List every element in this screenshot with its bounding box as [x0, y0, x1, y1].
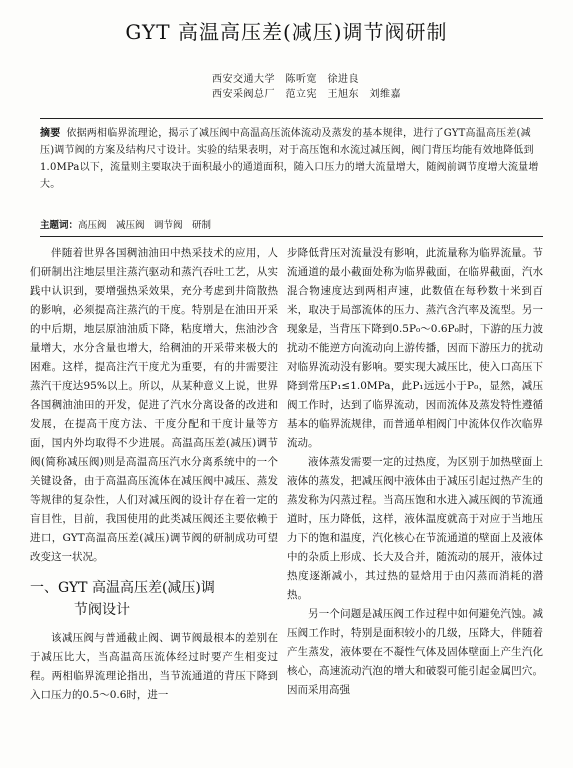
keywords-label: 主题词： — [40, 220, 79, 231]
paragraph: 伴随着世界各国稠油油田中热采技术的应用，人们研制出注地层里注蒸汽驱动和蒸汽吞吐工艺，从实践中认识到，要增强热采效果，充分考虑到井筒散热的影响，必须提高注蒸汽的干度。特别是在油田开采的中后期，地层原油油质下降，粘度增大，焦油沙含量增大，水分含量也增大，给稠油的开采带来极大的困难。这样，提高注汽干度尤为重要，有的井需要注蒸汽干度达95%以上。所以，从某种意义上说，世界各国稠油油田的开发，促进了汽水分离设备的改进和发展，在提高干度方法、干度分配和干度计量等方面，国内外均取得不少进展。高温高压差(减压)调节阀(简称减压阀)则是高温高压汽水分离系统中的一个关键设备，由于高温高压流体在减压阀中减压、蒸发等规律的复杂性，人们对减压阀的设计存在着一定的盲目性，目前，我国使用的此类减压阀还主要依赖于进口，GYT高温高压差(减压)调节阀的研制成功可望改变这一状况。 — [30, 247, 278, 563]
paragraph: 另一个问题是减压阀工作过程中如何避免汽蚀。减压阀工作时，特别是面积较小的几级，压降大，伴随着产生蒸发，液体要在不凝性气体及固体壁面上产生汽化核心，高速流动汽泡的增大和破裂可能引起金属凹穴。因而采用高强 — [287, 608, 543, 696]
paragraph: 步降低背压对流量没有影响，此流量称为临界流量。节流通道的最小截面处称为临界截面，在临界截面，汽水混合物速度达到两相声速，此数值在每秒数十米到百米，取决于局部流体的压力、蒸汽含汽率及流型。另一现象是，当背压下降到0.5P₀～0.6P₀时，下游的压力波扰动不能逆方向流动向上游传播，因而下游压力的扰动对临界流动没有影响。要实现大减压比，使入口高压下降到常压P₁≤1.0MPa，此P₁远远小于P₀，显然，减压阀工作时，达到了临界流动，因而流体及蒸发特性遵循基本的临界流规律，而普通单相阀门中流体仅作次临界流动。 — [287, 247, 543, 449]
author-line-2: 西安采阀总厂 范立宪 王旭东 刘维嘉 — [212, 89, 401, 100]
section-heading — [30, 577, 278, 621]
abstract-label: 摘要 — [40, 128, 61, 139]
paper-title: GYT 高温高压差(减压)调节阀研制 — [125, 20, 448, 44]
paragraph: 液体蒸发需要一定的过热度，为区别于加热壁面上液体的蒸发，把减压阀中液体由于减压引起过热产生的蒸发称为闪蒸过程。当高压饱和水进入减压阀的节流通道时，压力降低，这样，液体温度就高于对应于当地压力下的饱和温度，汽化核心在节流通道的壁面上及液体中的杂质上形成、长大及合并，随流动的展开，液体过热度逐渐减小，其过热的显焓用于由闪蒸而消耗的潜热。 — [287, 456, 543, 601]
section-number: 一、 — [30, 580, 58, 596]
abstract-text: 依据两相临界流理论，揭示了减压阀中高温高压流体流动及蒸发的基本规律，进行了GYT高温高压差(减压)调节阀的方案及结构尺寸设计。实验的结果表明，对于高压饱和水流过减压阀，阀门背压均能有效地降低到1.0MPa以下，流量则主要取决于面积最小的通道面积，随入口压力的增大流量增大，随阀前调节度增大流量增大。 — [40, 128, 539, 190]
bottom-divider — [40, 236, 543, 237]
section-title-line-2: 节阀设计 — [74, 602, 130, 618]
author-block — [212, 72, 401, 102]
abstract — [40, 125, 540, 193]
keywords — [40, 217, 211, 231]
author-line-1: 西安交通大学 陈听宽 徐进良 — [212, 74, 359, 85]
section-title-line-1: GYT 高温高压差(减压)调 — [58, 580, 215, 596]
keywords-list: 高压阀 减压阀 调节阀 研制 — [78, 220, 212, 231]
paragraph: 该减压阀与普通截止阀、调节阀最根本的差别在于减压比大，当高温高压流体经过时要产生相变过程。两相临界流理论指出，当节流通道的背压下降到入口压力的0.5～0.6时，进一 — [30, 632, 278, 701]
top-divider — [40, 118, 543, 119]
right-column — [287, 244, 543, 700]
left-column — [30, 244, 278, 705]
